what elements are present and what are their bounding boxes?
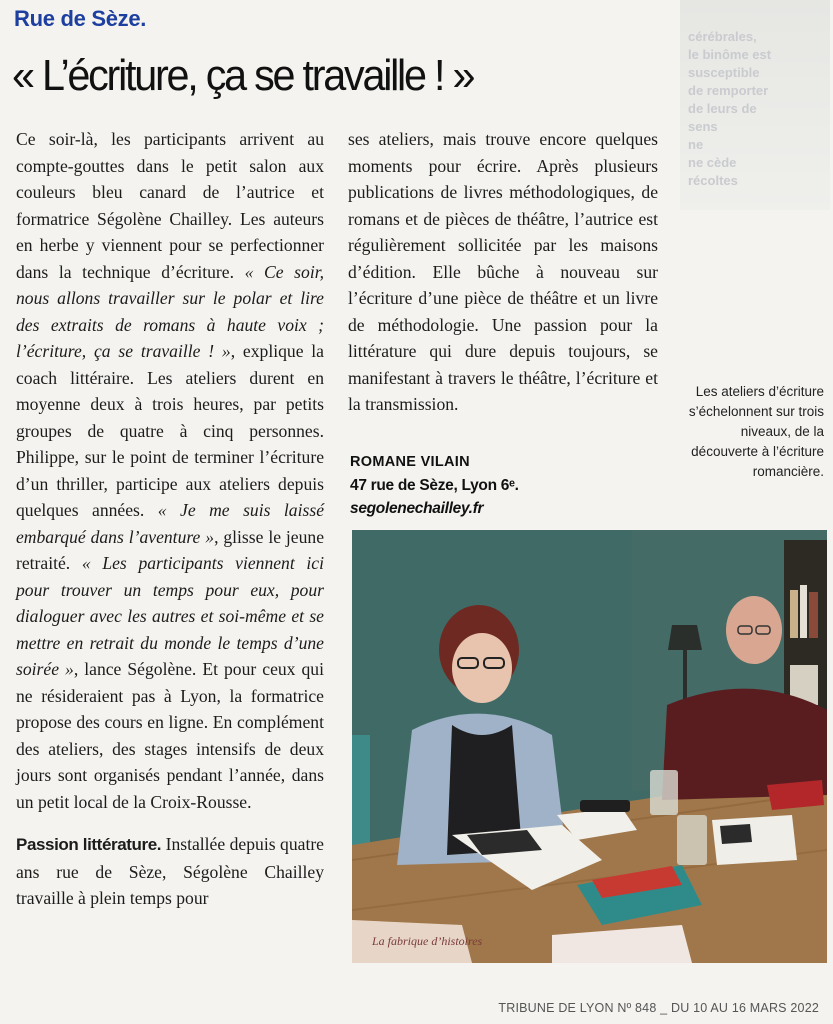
section-kicker: Rue de Sèze. [14,6,147,31]
page-footer: TRIBUNE DE LYON Nº 848 _ DU 10 AU 16 MARS 2022 [498,1001,819,1015]
quote-philippe: « Je me suis laissé embarqué dans l’aventure » [16,500,324,547]
website-link[interactable]: segolenechailley.fr [350,500,484,517]
article-headline: « L’écriture, ça se travaille ! » [12,51,474,100]
subhead: Passion littérature. [16,835,162,854]
quote-segolene: « Les participants viennent ici pour trouver un temps pour eux, pour dialoguer avec les autres et soi-même et se mettre en retrait du monde le temps d’une soirée » [16,553,324,679]
paragraph-1: Ce soir-là, les participants arrivent au compte-gouttes dans le petit salon aux couleurs bleu canard de l’autrice et formatrice Ségolène Chailley. Les auteurs en herbe y viennent pour se perfectionner dans la technique d’écriture. « Ce soir, nous allons travailler sur le polar et lire des extraits de romans à haute voix ; l’écriture, ça se travaille ! », explique la coach littéraire. Les ateliers durent en moyenne deux à trois heures, par petits groupes de quatre à cinq personnes. Philippe, sur le point de terminer l’écriture d’un thriller, participe aux ateliers depuis quelques années. « Je me suis laissé embarqué dans l’aventure », glisse le jeune retraité. « Les participants viennent ici pour trouver un temps pour eux, pour dialoguer avec les autres et soi-même et se mettre en retrait du monde le temps d’une soirée », lance Ségolène. Et pour ceux qui ne résideraient pas à Lyon, la formatrice propose des cours en ligne. En complément des ateliers, des stages intensifs de deux jours sont organisés pendant l’année, dans un petit local de la Croix-Rousse. [16,129,325,812]
photo-man-face [726,596,782,664]
photo-phone [580,800,630,812]
article-column-left [16,126,324,912]
article-column-middle [348,126,658,418]
photo-glass [650,770,678,815]
paragraph-3: ses ateliers, mais trouve encore quelques moments pour écrire. Après plusieurs publications de livres méthodologiques, de romans et de pièces de théâtre, l’autrice est régulièrement sollicitée par les maisons d’édition. Elle bûche à nouveau sur l’écriture d’une pièce de théâtre et un livre de méthodologie. Une passion pour la littérature qui dure depuis toujours, se manifestant à travers le théâtre, l’écriture et la transmission. [348,129,658,414]
photo-lamp [668,625,702,650]
paragraph-2: Passion littérature. Installée depuis quatre ans rue de Sèze, Ségolène Chailley travaille à plein temps pour [16,834,324,908]
photo-illustration [352,530,827,963]
article-photo [352,530,827,963]
quote-coach: « Ce soir, nous allons travailler sur le polar et lire des extraits de romans à haute voix ; l’écriture, ça se travaille ! » [16,261,325,361]
photo-caption: Les ateliers d’écriture s’échelonnent sur trois niveaux, de la découverte à l’écriture romancière. [688,384,824,479]
photo-book-title: La fabrique d’histoires [372,934,483,948]
venue-address: 47 rue de Sèze, Lyon 6ᵉ. [350,477,519,494]
author-name: ROMANE VILAIN [350,454,470,470]
bleed-through-text: cérébrales, le binôme est susceptible de remporter de leurs de sens ne ne cède récoltes [688,29,772,188]
byline [350,451,519,520]
